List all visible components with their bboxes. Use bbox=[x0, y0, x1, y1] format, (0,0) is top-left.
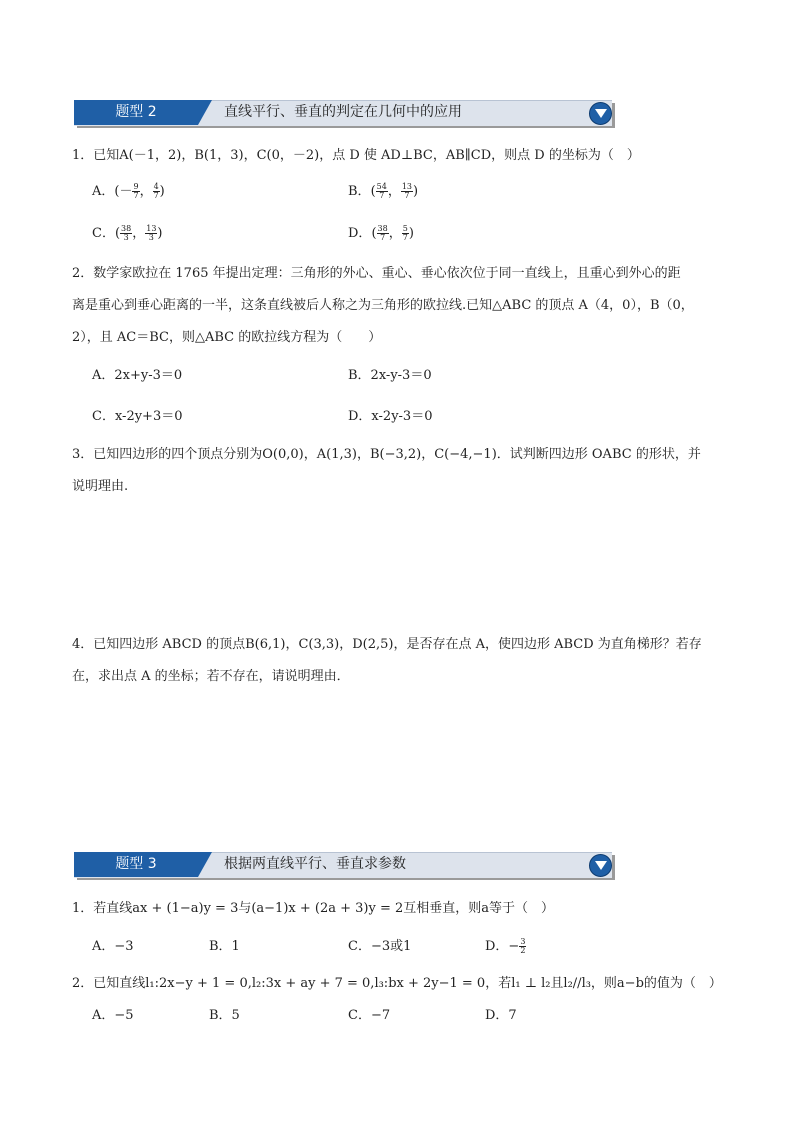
option-b: B．5 bbox=[209, 1008, 240, 1023]
option-d: D．7 bbox=[485, 1008, 517, 1023]
question-stem: 1．已知A(－1，2)，B(1，3)，C(0，－2)，点 D 使 AD⊥BC，AB∥CD，则点 D 的坐标为（ ） bbox=[72, 148, 640, 163]
chevron-down-icon[interactable] bbox=[589, 102, 612, 125]
option-a: A．2x+y-3＝0 bbox=[92, 368, 183, 383]
option-b: B．( $\frac{54}{7}$ ， $\frac{13}{7}$ ) bbox=[348, 182, 419, 200]
tag-tip bbox=[198, 100, 212, 125]
question-line: 在，求出点 A 的坐标；若不存在，请说明理由． bbox=[72, 669, 350, 684]
section-banner-3 bbox=[74, 852, 614, 878]
option-d: D．( $\frac{38}{7}$ ， $\frac{5}{7}$ ) bbox=[348, 224, 414, 242]
option-d: D．− $\frac{3}{2}$ bbox=[485, 937, 526, 955]
question-line: 说明理由. bbox=[72, 479, 129, 494]
option-c: C．( $\frac{38}{3}$ ， $\frac{13}{3}$ ) bbox=[92, 224, 163, 242]
option-d: D．x-2y-3＝0 bbox=[348, 409, 433, 424]
section-tag: 题型 3 bbox=[74, 852, 198, 877]
question-line: 3．已知四边形的四个顶点分别为O(0,0)，A(1,3)，B(−3,2)，C(−4,−1)．试判断四边形 OABC 的形状，并 bbox=[72, 447, 701, 462]
option-a: A．−3 bbox=[92, 939, 134, 954]
tag-tip bbox=[198, 852, 212, 877]
option-a: A．(－ $\frac{9}{7}$ ， $\frac{4}{7}$ ) bbox=[92, 182, 165, 200]
section-title: 根据两直线平行、垂直求参数 bbox=[224, 856, 406, 872]
option-c: C．−3或1 bbox=[348, 939, 412, 954]
question-stem: 1．若直线ax + (1−a)y = 3与(a−1)x + (2a + 3)y = 2互相垂直，则a等于（ ） bbox=[72, 901, 555, 916]
option-a: A．−5 bbox=[92, 1008, 134, 1023]
option-b: B．1 bbox=[209, 939, 240, 954]
section-title: 直线平行、垂直的判定在几何中的应用 bbox=[224, 104, 462, 120]
question-line: 4．已知四边形 ABCD 的顶点B(6,1)，C(3,3)，D(2,5)，是否存在点 A，使四边形 ABCD 为直角梯形？若存 bbox=[72, 637, 702, 652]
option-b: B．2x-y-3＝0 bbox=[348, 368, 432, 383]
section-tag: 题型 2 bbox=[74, 100, 198, 125]
question-line: 2．数学家欧拉在 1765 年提出定理：三角形的外心、重心、垂心依次位于同一直线上，且重心到外心的距 bbox=[72, 266, 681, 281]
question-line: 离是重心到垂心距离的一半，这条直线被后人称之为三角形的欧拉线.已知△ABC 的顶点 A（4，0），B（0， bbox=[72, 298, 694, 313]
chevron-down-icon[interactable] bbox=[589, 854, 612, 877]
option-c: C．−7 bbox=[348, 1008, 391, 1023]
question-stem: 2．已知直线l₁:2x−y + 1 = 0,l₂:3x + ay + 7 = 0,l₃:bx + 2y−1 = 0，若l₁ ⊥ l₂且l₂//l₃，则a−b的值为（ ） bbox=[72, 976, 722, 991]
section-banner-2 bbox=[74, 100, 614, 126]
option-c: C．x-2y+3＝0 bbox=[92, 409, 183, 424]
question-line: 2），且 AC＝BC，则△ABC 的欧拉线方程为（ ） bbox=[72, 330, 382, 345]
